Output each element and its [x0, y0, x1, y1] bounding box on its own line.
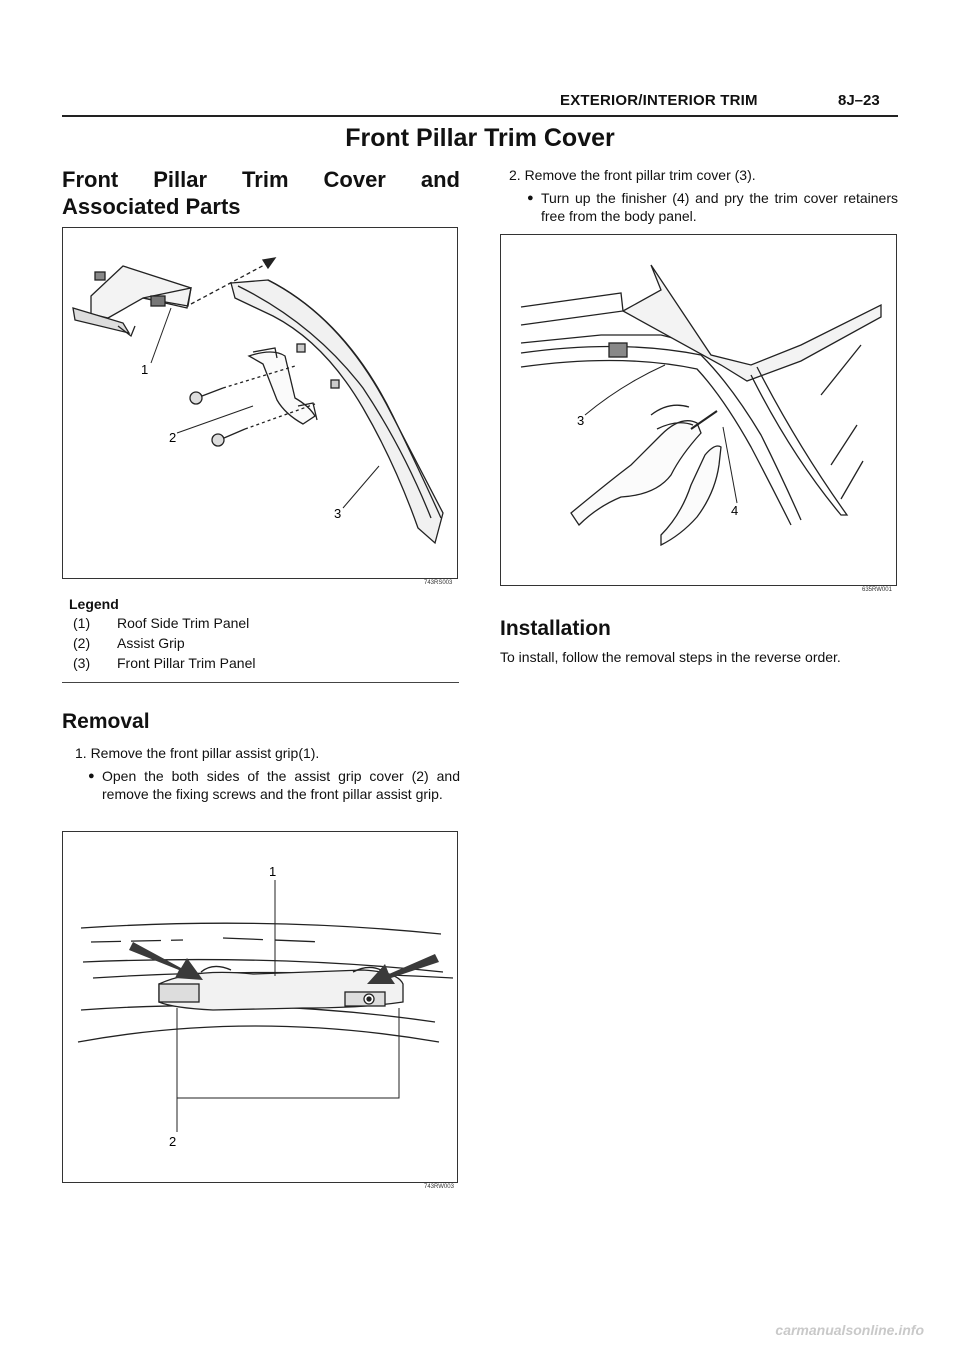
watermark: carmanualsonline.info — [775, 1322, 924, 1338]
callout-3: 3 — [577, 413, 585, 428]
removal-step-1-bullet — [88, 767, 460, 803]
bullet-text: Turn up the finisher (4) and pry the trim cover retainers free from the body panel. — [541, 190, 898, 224]
figure-code: 743RS003 — [424, 580, 453, 586]
legend-number: (2) — [73, 635, 91, 651]
legend-heading: Legend — [69, 596, 119, 612]
page-title: Front Pillar Trim Cover — [345, 124, 615, 152]
assist-grip-illustration — [63, 832, 457, 1182]
bullet-icon: ● — [88, 770, 95, 782]
installation-text: To install, follow the removal steps in the reverse order. — [500, 649, 841, 665]
figure-assist-grip — [62, 831, 458, 1183]
removal-step-2-bullet — [527, 189, 898, 225]
legend-item — [73, 615, 373, 633]
legend-number: (3) — [73, 655, 91, 671]
bullet-icon: ● — [527, 192, 534, 204]
legend-label: Front Pillar Trim Panel — [117, 655, 256, 671]
figure-pry-trim-cover — [500, 234, 897, 586]
legend-item — [73, 655, 373, 673]
callout-4: 4 — [731, 503, 739, 518]
legend-item — [73, 635, 373, 653]
legend-label: Roof Side Trim Panel — [117, 615, 250, 631]
running-header-section: EXTERIOR/INTERIOR TRIM — [560, 92, 758, 109]
removal-heading: Removal — [62, 710, 150, 733]
figure-exploded-parts — [62, 227, 458, 579]
header-divider — [62, 115, 898, 117]
pry-trim-illustration — [501, 235, 896, 585]
bullet-text: Open the both sides of the assist grip cover (2) and remove the fixing screws and the front pillar assist grip. — [102, 768, 460, 802]
installation-heading: Installation — [500, 617, 611, 640]
callout-2: 2 — [169, 1134, 177, 1149]
callout-1: 1 — [269, 864, 277, 879]
callout-1: 1 — [141, 362, 149, 377]
removal-step-2: 2. Remove the front pillar trim cover (3). — [509, 167, 756, 183]
page-number: 8J–23 — [838, 92, 880, 109]
callout-2: 2 — [169, 430, 177, 445]
exploded-parts-illustration — [63, 228, 457, 578]
legend-label: Assist Grip — [117, 635, 185, 651]
figure-code: 743RW003 — [424, 1184, 454, 1190]
callout-3: 3 — [334, 506, 342, 521]
figure-code: 635RW001 — [862, 587, 892, 593]
legend-number: (1) — [73, 615, 91, 631]
section-title: Front Pillar Trim Cover and Associated Parts — [62, 167, 460, 219]
removal-step-1: 1. Remove the front pillar assist grip(1). — [75, 745, 320, 761]
legend-divider — [62, 682, 459, 683]
